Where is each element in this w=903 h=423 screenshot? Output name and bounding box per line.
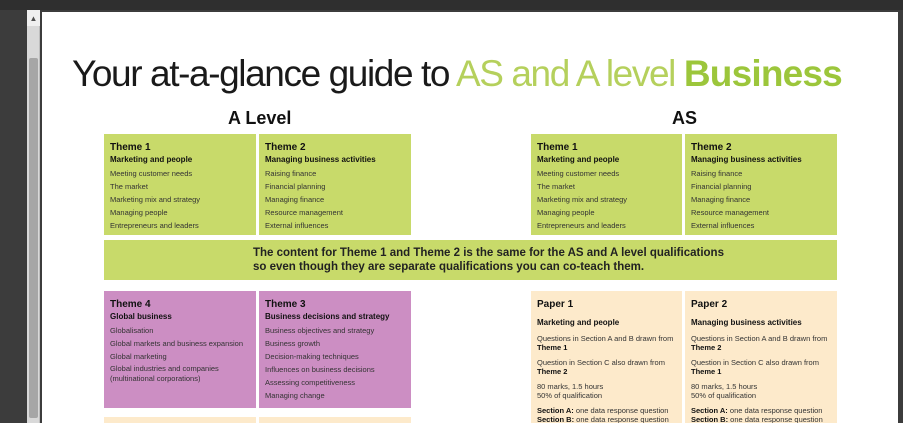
list-item: Business growth — [265, 339, 321, 348]
theme-subtitle: Marketing and people — [537, 155, 620, 164]
list-item: Global industries and companies (multinational corporations) — [110, 364, 219, 383]
title-as-alevel: AS and A level — [455, 53, 684, 94]
paper1-box — [531, 291, 682, 423]
list-item: Globalisation — [110, 326, 154, 335]
theme-title: Theme 2 — [265, 142, 306, 153]
theme-title: Theme 4 — [110, 299, 151, 310]
theme-subtitle: Managing business activities — [265, 155, 376, 164]
banner-line: The content for Theme 1 and Theme 2 is the same for the AS and A level qualifications — [253, 247, 724, 259]
list-item: Decision-making techniques — [265, 352, 359, 361]
paper-text: Questions in Section A and B drawn from — [691, 334, 828, 343]
list-item: Managing finance — [265, 195, 325, 204]
list-item: Financial planning — [691, 182, 752, 191]
theme-title: Theme 2 — [691, 142, 732, 153]
list-item: Global markets and business expansion — [110, 339, 243, 348]
paper-title: Paper 1 — [537, 299, 574, 310]
list-item: Managing people — [537, 208, 595, 217]
list-item: Resource management — [265, 208, 343, 217]
paper-text: Question in Section C also drawn from — [537, 358, 665, 367]
column-heading-as: AS — [672, 108, 698, 128]
list-item: The market — [537, 182, 575, 191]
alevel-theme1-box — [104, 134, 256, 235]
section-text: one data response question — [573, 406, 669, 415]
list-item: Meeting customer needs — [537, 169, 620, 178]
theme-subtitle: Global business — [110, 312, 172, 321]
list-item: External influences — [691, 221, 755, 230]
paper-text: Theme 1 — [691, 367, 722, 376]
as-theme2-box — [685, 134, 837, 235]
document-page — [42, 12, 898, 423]
list-item: Entrepreneurs and leaders — [537, 221, 626, 230]
section-b-line — [691, 415, 831, 423]
paper-subtitle: Managing business activities — [691, 318, 802, 327]
title-business: Business — [683, 53, 842, 94]
list-item: Resource management — [691, 208, 769, 217]
next-box-edge — [259, 417, 411, 423]
as-theme1-box — [531, 134, 682, 235]
section-a-line — [537, 406, 676, 415]
list-item: Business objectives and strategy — [265, 326, 375, 335]
title-text: Your at-a-glance guide to — [72, 53, 456, 94]
vertical-scrollbar[interactable] — [27, 10, 40, 423]
section-b-line — [537, 415, 676, 423]
section-label: Section B: — [537, 415, 575, 423]
paper-text: Theme 1 — [537, 343, 568, 352]
list-item: Entrepreneurs and leaders — [110, 221, 199, 230]
list-item: Marketing mix and strategy — [537, 195, 628, 204]
co-teach-banner — [104, 240, 837, 280]
page-title — [72, 52, 842, 96]
section-text: one data response question — [727, 406, 823, 415]
paper2-box — [685, 291, 837, 423]
section-text: one data response question — [728, 415, 823, 423]
list-item: Managing people — [110, 208, 168, 217]
paper-text: 80 marks, 1.5 hours — [537, 382, 604, 391]
paper-text: Theme 2 — [537, 367, 568, 376]
banner-line: so even though they are separate qualifications you can co-teach them. — [253, 261, 645, 273]
paper-title: Paper 2 — [691, 299, 728, 310]
scroll-up-arrow-icon[interactable]: ▲ — [27, 10, 40, 26]
theme4-box — [104, 291, 256, 408]
list-item: The market — [110, 182, 148, 191]
list-item: Managing change — [265, 391, 325, 400]
list-item: Raising finance — [265, 169, 317, 178]
section-label: Section A: — [691, 406, 728, 415]
section-a-line — [691, 406, 831, 415]
theme-title: Theme 3 — [265, 299, 306, 310]
window-top-bar — [0, 0, 903, 10]
list-item: Influences on business decisions — [265, 365, 375, 374]
theme-title: Theme 1 — [110, 142, 151, 153]
paper-text: Questions in Section A and B drawn from — [537, 334, 674, 343]
paper-text: 80 marks, 1.5 hours — [691, 382, 758, 391]
theme-subtitle: Business decisions and strategy — [265, 312, 390, 321]
list-item: Global marketing — [110, 352, 167, 361]
list-item: Meeting customer needs — [110, 169, 193, 178]
theme-subtitle: Marketing and people — [110, 155, 193, 164]
paper-text: 50% of qualification — [537, 391, 603, 400]
section-text: one data response question — [574, 415, 669, 423]
list-item: External influences — [265, 221, 329, 230]
paper-text: 50% of qualification — [691, 391, 757, 400]
section-label: Section A: — [537, 406, 574, 415]
list-item: Financial planning — [265, 182, 326, 191]
paper-subtitle: Marketing and people — [537, 318, 620, 327]
list-item: Marketing mix and strategy — [110, 195, 201, 204]
alevel-theme2-box — [259, 134, 411, 235]
section-label: Section B: — [691, 415, 729, 423]
paper-text: Theme 2 — [691, 343, 722, 352]
column-heading-alevel: A Level — [228, 108, 292, 128]
theme-subtitle: Managing business activities — [691, 155, 802, 164]
next-box-edge — [104, 417, 256, 423]
theme3-box — [259, 291, 411, 408]
window-right-edge — [898, 10, 903, 423]
list-item: Managing finance — [691, 195, 751, 204]
list-item: Assessing competitiveness — [265, 378, 356, 387]
paper-text: Question in Section C also drawn from — [691, 358, 819, 367]
scrollbar-thumb[interactable] — [29, 58, 38, 418]
theme-title: Theme 1 — [537, 142, 578, 153]
list-item: Raising finance — [691, 169, 743, 178]
